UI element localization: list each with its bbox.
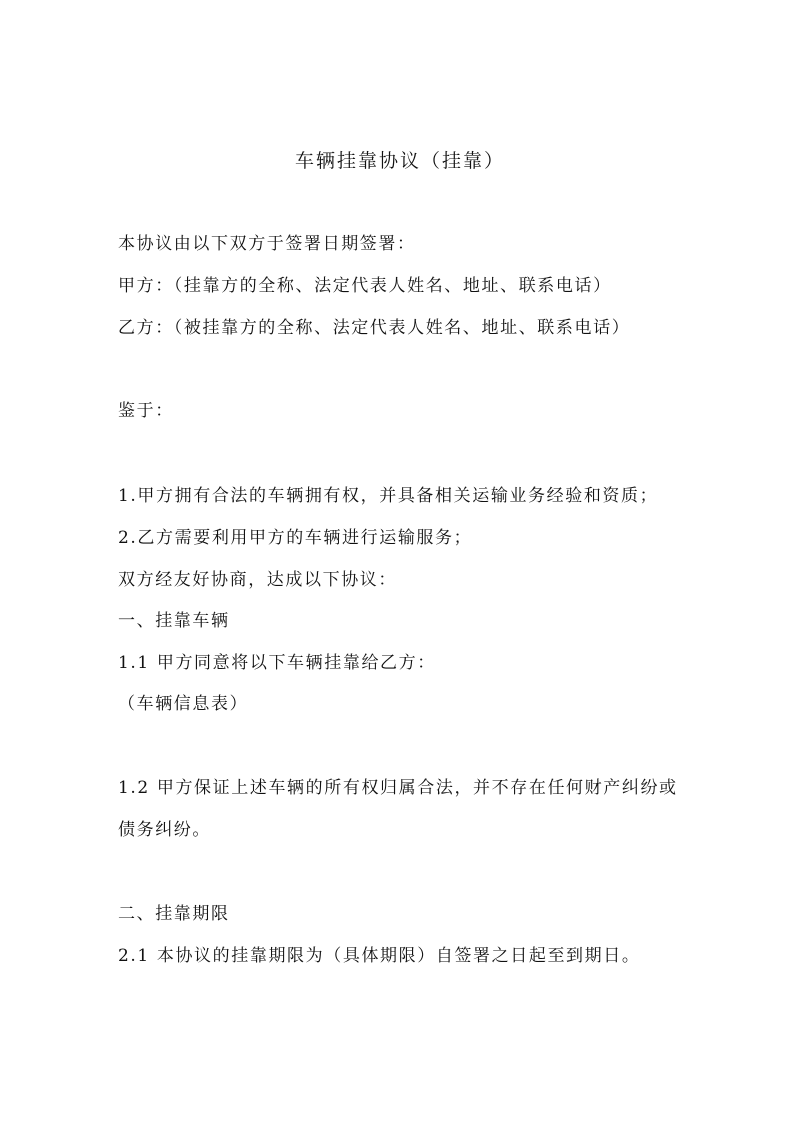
clause-1-2-line1: 1.2 甲方保证上述车辆的所有权归属合法，并不存在任何财产纠纷或 — [118, 778, 678, 798]
clause-1-2-line2: 债务纠纷。 — [118, 820, 211, 840]
section-1-heading: 一、挂靠车辆 — [118, 611, 230, 631]
agreement-intro: 双方经友好协商，达成以下协议： — [118, 570, 397, 590]
vehicle-table-placeholder: （车辆信息表） — [118, 694, 249, 714]
recital-2: 2.乙方需要利用甲方的车辆进行运输服务； — [118, 528, 473, 548]
recital-1: 1.甲方拥有合法的车辆拥有权，并具备相关运输业务经验和资质； — [118, 486, 659, 506]
intro-paragraph: 本协议由以下双方于签署日期签署： — [118, 234, 416, 254]
clause-2-1: 2.1 本协议的挂靠期限为（具体期限）自签署之日起至到期日。 — [118, 946, 641, 966]
whereas-heading: 鉴于： — [118, 401, 174, 421]
document-title: 车辆挂靠协议（挂靠） — [294, 150, 505, 172]
party-a-line: 甲方：（挂靠方的全称、法定代表人姓名、地址、联系电话） — [118, 276, 612, 296]
party-b-line: 乙方：（被挂靠方的全称、法定代表人姓名、地址、联系电话） — [118, 318, 631, 338]
section-2-heading: 二、挂靠期限 — [118, 904, 230, 924]
clause-1-1: 1.1 甲方同意将以下车辆挂靠给乙方： — [118, 653, 436, 673]
